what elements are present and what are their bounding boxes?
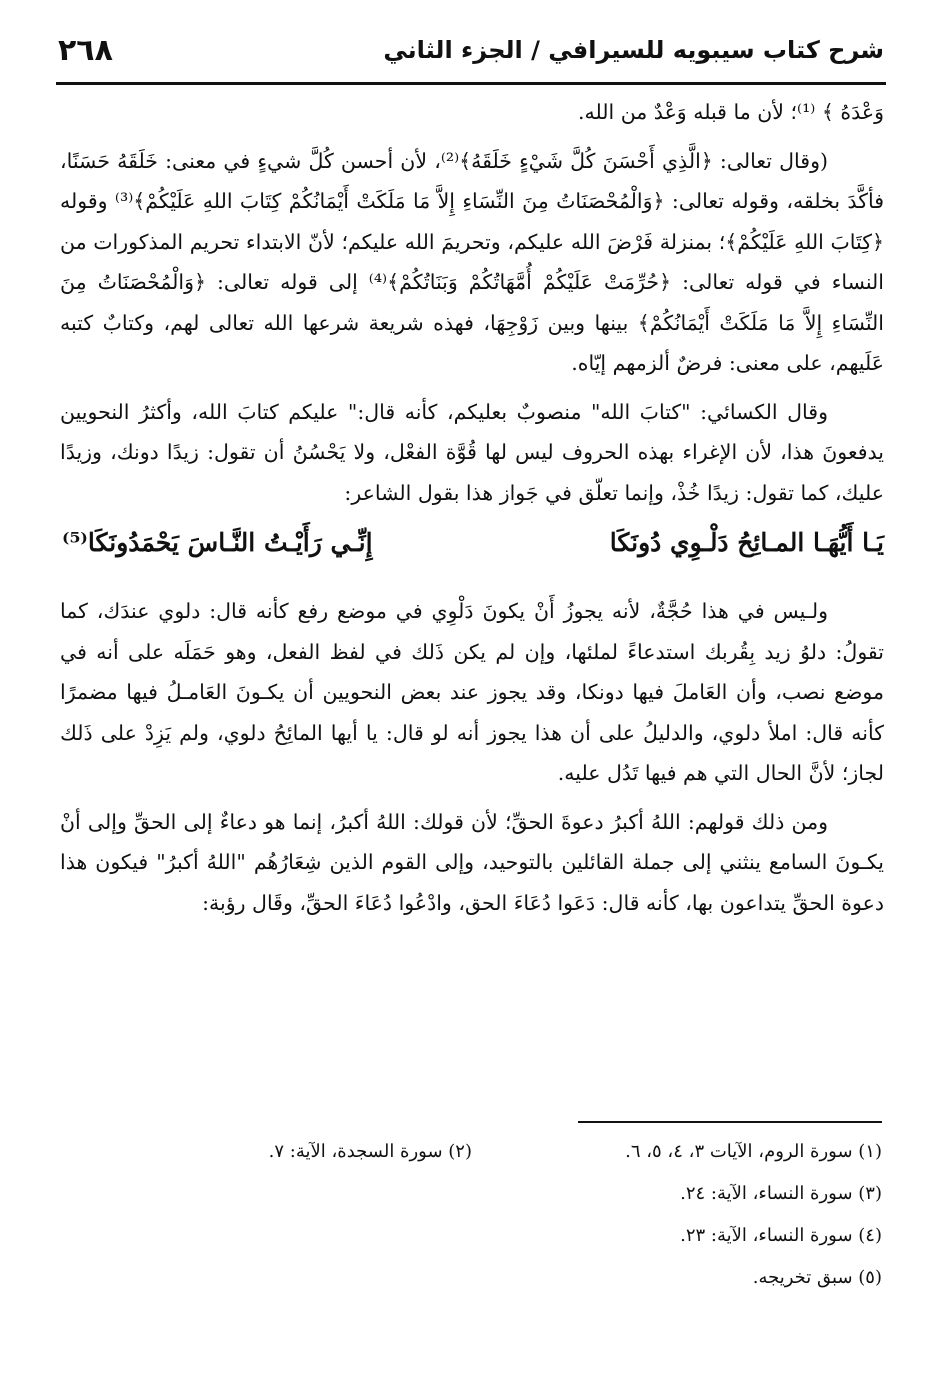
footnote-row (60, 1260, 882, 1296)
paragraph-3: وقال الكسائي: "كتابَ الله" منصوبٌ بعليكم، كأنه قال:" عليكم كتابَ الله، وأكثرُ النحويين يدفعونَ هذا، لأن الإغراء بهذه الحروف ليس لها قُوَّة الفعْل، ولا يَحْسُنُ أن تقول: زيدًا دونك، وزيدًا عليك، كما تقول: زيدًا خُذْ، وإنما تعلّق في جَواز هذا بقول الشاعر: (60, 399, 884, 505)
paragraph-4: ولـيس في هذا حُجَّةٌ، لأنه يجوزُ أَنْ يكونَ دَلْوِي في موضع رفع كأنه قال: دلوي عندَك، كما تقولُ: دلوُ زيد بِقُربك استدعاءً لملئها، وإن لم يكن ذَلك في لفظ الفعل، وهو حَمَلَه على أنه في موضع نصب، وأن العَاملَ فيها دونكا، وقد يجوز عند بعض النحويين أن يكـونَ العَامـلُ فيها مضمرًا كأنه قال: املأ دلوي، والدليلُ على أن هذا يجوز أنه لو قال: يا أيها المائِحُ دلوي، ولم يَزِدْ على ذَلك لجاز؛ لأنَّ الحال التي هم فيها تَدُل عليه. (60, 599, 884, 785)
footnote-row (60, 1134, 882, 1170)
poetry-verse (60, 521, 884, 565)
page-header (58, 24, 884, 76)
main-text (60, 92, 884, 931)
paragraph-1: وَعْدَهُ ﴾ ⁽¹⁾؛ لأن ما قبله وَعْدٌ من الله. (577, 100, 884, 124)
footnote-row (60, 1218, 882, 1254)
footnote-divider (578, 1121, 882, 1123)
footnote-4: (٤) سورة النساء، الآية: ٢٣. (680, 1225, 882, 1246)
running-title: شرح كتاب سيبويه للسيرافي / الجزء الثاني (383, 36, 884, 64)
paragraph-5: ومن ذلك قولهم: اللهُ أكبرُ دعوةَ الحقِّ؛ لأن قولك: اللهُ أكبرُ، إنما هو دعاءٌ إلى الحقِّ وإلى أنْ يكـونَ السامع ينثني إلى جملة القائلين بالتوحيد، وإلى القوم الذين شِعَارُهُم "اللهُ أكبرُ" فيكون هذا دعوة الحقِّ يتداعون بها، كأنه قال: دَعَوا دُعَاءَ الحق، وادْعُوا دُعَاءَ الحقِّ، وقَال رؤبة: (60, 809, 884, 915)
footnote-row (60, 1176, 882, 1212)
paragraph-2: (وقال تعالى: ﴿الَّذِي أَحْسَنَ كُلَّ شَيْءٍ خَلَقَهُ﴾⁽²⁾، لأن أحسن كُلَّ شيءٍ في معنى: خَلَقَهُ حَسَنًا، فأكَّدَ بخلقه، وقوله تعالى: ﴿وَالْمُحْصَنَاتُ مِنَ النِّسَاءِ إِلاَّ مَا مَلَكَتْ أَيْمَانُكُمْ كِتَابَ اللهِ عَلَيْكُمْ﴾⁽³⁾ وقوله ﴿كِتَابَ اللهِ عَلَيْكُمْ﴾؛ بمنزلة فَرْضَ الله عليكم، وتحريمَ الله عليكم؛ لأنّ الابتداء تحريم المذكورات من النساء في قوله تعالى: ﴿حُرِّمَتْ عَلَيْكُمْ أُمَّهَاتُكُمْ وَبَنَاتُكُمْ﴾⁽⁴⁾ إلى قوله تعالى: ﴿وَالْمُحْصَنَاتُ مِنَ النِّسَاءِ إِلاَّ مَا مَلَكَتْ أَيْمَانُكُمْ﴾ بينها وبين زَوْجِهَا، فهذه شريعة شرعها الله تعالى لهم، وكتابٌ كتبه عَلَيهم، على معنى: فرضٌ ألزمهم إيّاه. (60, 148, 884, 375)
footnote-5: (٥) سبق تخريجه. (752, 1267, 882, 1288)
page-number: ٢٦٨ (58, 32, 113, 68)
footnote-2: (٢) سورة السجدة، الآية: ٧. (268, 1141, 472, 1162)
verse-first-hemistich: يَـا أَيُّهَـا المـائِحُ دَلْـوِي دُونَكَا (609, 528, 884, 557)
verse-second-hemistich: إِنِّـي رَأَيْـتُ النَّـاسَ يَحْمَدُونَكَا⁽⁵⁾ (62, 528, 373, 557)
footnote-1: (١) سورة الروم، الآيات ٣، ٤، ٥، ٦. (625, 1141, 882, 1162)
footnote-3: (٣) سورة النساء، الآية: ٢٤. (680, 1183, 882, 1204)
footnotes (60, 1134, 882, 1302)
header-divider (56, 82, 886, 85)
